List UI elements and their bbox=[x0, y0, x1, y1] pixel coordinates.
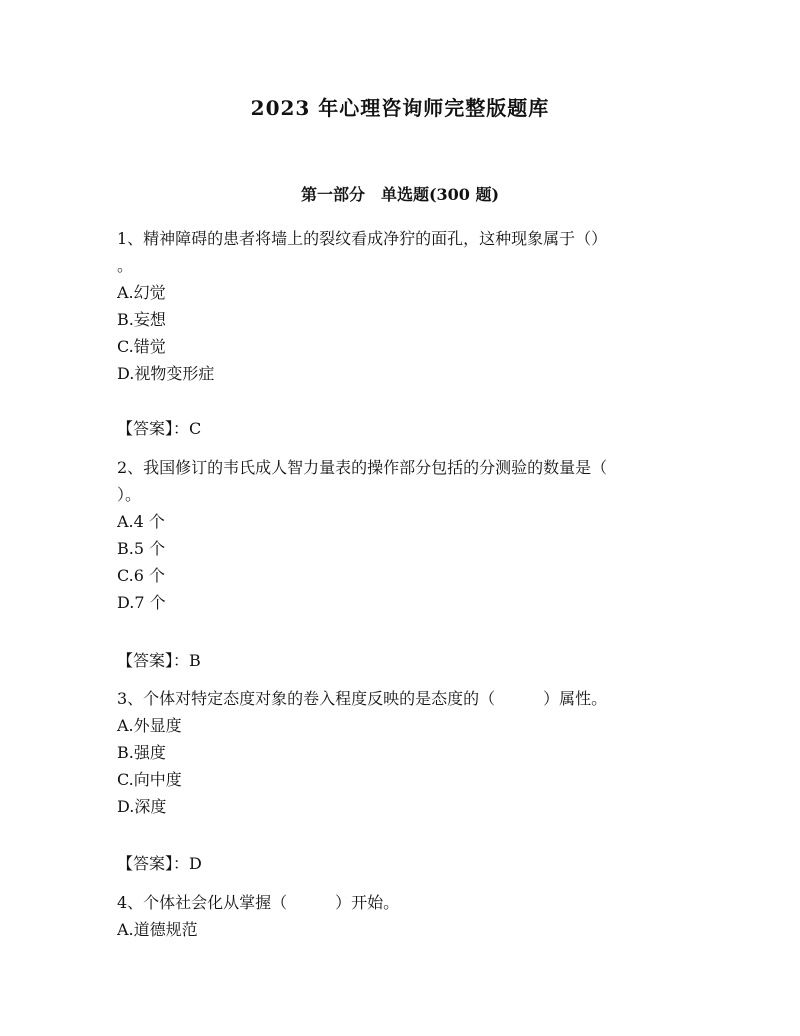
question-2 bbox=[117, 454, 677, 616]
answer-1: 【答案】：C bbox=[117, 419, 202, 438]
section-heading: 第一部分 单选题(300 题) bbox=[300, 185, 500, 204]
option-d: D.7 个 bbox=[117, 593, 166, 612]
question-1 bbox=[117, 225, 677, 387]
question-stem-line: 。 bbox=[117, 256, 134, 275]
option-c: C.错觉 bbox=[117, 337, 166, 356]
option-d: D.视物变形症 bbox=[117, 364, 215, 383]
option-a: A.幻觉 bbox=[117, 283, 166, 302]
document-title: 2023 年心理咨询师完整版题库 bbox=[250, 96, 550, 120]
answer-2: 【答案】：B bbox=[117, 651, 201, 670]
option-a: A.4 个 bbox=[117, 512, 165, 531]
question-stem-line: 4、个体社会化从掌握（ ）开始。 bbox=[117, 893, 400, 912]
option-b: B.妄想 bbox=[117, 310, 166, 329]
question-3 bbox=[117, 685, 677, 820]
question-4 bbox=[117, 889, 677, 943]
option-b: B.强度 bbox=[117, 743, 166, 762]
option-d: D.深度 bbox=[117, 797, 167, 816]
answer-3: 【答案】：D bbox=[117, 854, 202, 873]
question-stem-line: 1、精神障碍的患者将墙上的裂纹看成净狞的面孔，这种现象属于（） bbox=[117, 229, 608, 248]
question-stem-line: 2、我国修订的韦氏成人智力量表的操作部分包括的分测验的数量是（ bbox=[117, 458, 608, 477]
question-stem-line: 3、个体对特定态度对象的卷入程度反映的是态度的（ ）属性。 bbox=[117, 689, 608, 708]
option-a: A.道德规范 bbox=[117, 920, 198, 939]
option-b: B.5 个 bbox=[117, 539, 166, 558]
question-stem-line: ）。 bbox=[117, 485, 142, 504]
option-c: C.6 个 bbox=[117, 566, 166, 585]
option-a: A.外显度 bbox=[117, 716, 182, 735]
option-c: C.向中度 bbox=[117, 770, 182, 789]
